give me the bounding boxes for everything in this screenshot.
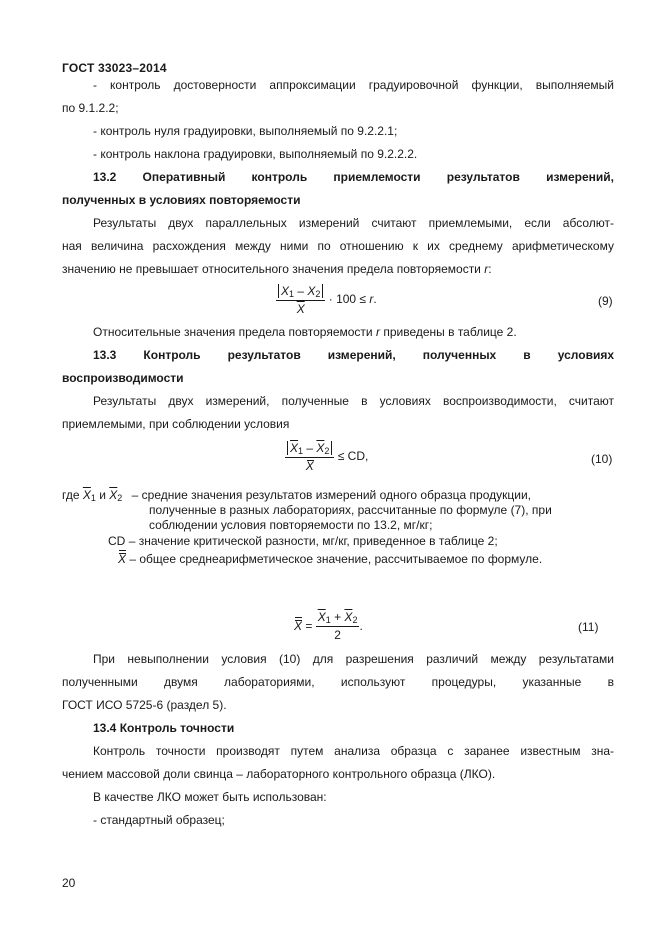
definition-text: полученные в разных лабораториях, рассчитанные по формуле (7), при (149, 503, 552, 517)
fraction (276, 284, 325, 316)
formula-11 (294, 610, 363, 642)
text-line: Контроль точности производят путем анализа образца с заранее известным зна- (93, 744, 614, 758)
text-span: значению не превышает относительного значения предела повторяемости (62, 262, 481, 276)
where-label: где (62, 488, 80, 502)
list-item-standard-sample: - стандартный образец; (93, 813, 225, 827)
text-line: Результаты двух измерений, полученные в условиях воспроизводимости, считают (93, 394, 614, 408)
formula-text: ≤ CD, (334, 449, 369, 464)
subscript: 1 (90, 493, 96, 503)
symbol-grand-mean: X (118, 552, 127, 566)
paragraph-repeatability (62, 212, 614, 235)
paragraph-nonfulfillment (62, 648, 614, 671)
fraction-denominator: 2 (334, 628, 341, 642)
heading-line: 13.3 Контроль результатов измерений, полученных в условиях (93, 348, 614, 362)
text-line: чением массовой доли свинца – лабораторного контрольного образца (ЛКО). (62, 767, 496, 781)
formula-text: = (302, 619, 316, 633)
symbol-cd: CD (108, 534, 126, 548)
text-line: приемлемыми, при соблюдении условия (62, 417, 290, 431)
text-span: и (95, 488, 110, 502)
fraction (285, 441, 334, 473)
page-number: 20 (62, 876, 76, 890)
heading-line: полученных в условиях повторяемости (62, 193, 301, 207)
fraction-denominator: X (296, 302, 305, 316)
text-line (62, 235, 614, 258)
text-line: - контроль достоверности аппроксимации градуировочной функции, выполняемый (93, 78, 614, 92)
symbol-r: r (484, 262, 489, 276)
equation-number-10: (10) (591, 452, 613, 466)
formula-10 (285, 441, 368, 473)
paragraph-lko: В качестве ЛКО может быть использован: (93, 790, 327, 804)
equation-number-11: (11) (578, 620, 599, 634)
formula-9 (276, 284, 377, 316)
heading-line: 13.2 Оперативный контроль приемлемости результатов измерений, (93, 170, 614, 184)
section-heading-13-3 (62, 344, 614, 367)
list-item-slope: - контроль наклона градуировки, выполняемый по 9.2.2.2. (93, 147, 418, 161)
symbol-r: r (369, 292, 374, 307)
definition-cd (108, 534, 498, 549)
definition-text: соблюдении условия повторяемости по 13.2, мг/кг; (149, 518, 433, 532)
text-line: по 9.1.2.2; (62, 101, 119, 115)
fraction (316, 610, 363, 642)
definition-text: – средние значения результатов измерений одного образца продукции, (131, 488, 531, 502)
text-span: Относительные значения предела повторяемости (93, 325, 373, 339)
symbol-r: r (375, 325, 380, 339)
fraction-denominator: X (305, 459, 314, 473)
subscript: 2 (117, 493, 123, 503)
paragraph-reproducibility (62, 390, 614, 413)
section-heading-13-4: 13.4 Контроль точности (93, 721, 235, 735)
formula-text: . (359, 619, 363, 633)
standard-header: ГОСТ 33023–2014 (62, 61, 167, 75)
text-line: Результаты двух параллельных измерений считают приемлемыми, если абсолют- (93, 216, 614, 230)
list-item-approximation (62, 74, 614, 97)
heading-line: воспроизводимости (62, 371, 184, 385)
symbol-x1: $\overline{X}$ (82, 488, 91, 502)
text-line: полученными двумя лабораториями, используют процедуры, указанные в (62, 675, 614, 689)
text-line: ная величина расхождения между ними по отношению к их среднему арифметическому (62, 239, 614, 253)
definition-text: – общее среднеарифметическое значение, рассчитываемое по формуле. (129, 552, 543, 566)
fraction-numerator: $X_1 - X_2$ (276, 284, 325, 301)
text-span: приведены в таблице 2. (383, 325, 517, 339)
definition-text: – значение критической разности, мг/кг, приведенное в таблице 2; (128, 534, 498, 548)
fraction-numerator: $\overline{X}_1 - \overline{X}_2$ (285, 441, 334, 458)
symbol-x2: $\overline{X}$ (109, 488, 118, 502)
text-line (62, 671, 614, 694)
paragraph-relative-values (62, 321, 645, 344)
symbol-grand-mean: X (294, 619, 303, 633)
section-heading-13-2 (62, 166, 614, 189)
formula-text: · 100 ≤ (325, 292, 370, 307)
fraction-numerator: $\overline{X}_1 + \overline{X}_2$ (317, 610, 358, 625)
paragraph-accuracy (62, 740, 614, 763)
text-line: При невыполнении условия (10) для разрешения различий между результатами (93, 652, 614, 666)
definition-grand-mean (118, 552, 542, 567)
formula-text: . (373, 292, 377, 307)
list-item-zero: - контроль нуля градуировки, выполняемый по 9.2.2.1; (93, 124, 398, 138)
text-line (62, 258, 614, 281)
text-line: ГОСТ ИСО 5725-6 (раздел 5). (62, 698, 227, 712)
equation-number-9: (9) (598, 294, 613, 308)
text-span: : (488, 262, 492, 276)
